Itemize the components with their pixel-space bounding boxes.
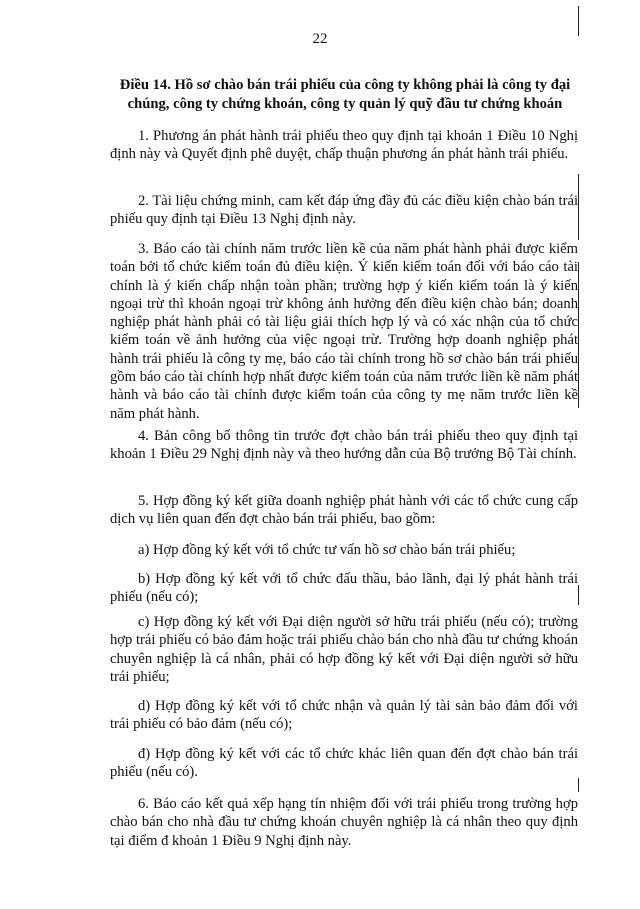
paragraph-6: 6. Báo cáo kết quả xếp hạng tín nhiệm đối với trái phiếu trong trường hợp chào bán cho nhà đầu tư chứng khoán chuyên nghiệp là cá nhân theo quy định tại điểm đ khoản 1 Điều 9 Nghị định này.: [110, 796, 578, 849]
scan-edge-line: [578, 585, 579, 605]
paragraph-3: 3. Báo cáo tài chính năm trước liền kề của năm phát hành phải được kiểm toán bởi tổ chức kiểm toán đủ điều kiện. Ý kiến kiểm toán đối với báo cáo tài chính là ý kiến chấp nhận toàn phần; trường hợp ý kiến kiểm toán là ý kiến ngoại trừ thì khoản ngoại trừ không ảnh hưởng đến điều kiện chào bán; doanh nghiệp phát hành phải có tài liệu giải thích hợp lý và có xác nhận của tổ chức kiểm toán về ảnh hưởng của việc ngoại trừ. Trường hợp doanh nghiệp phát hành trái phiếu là công ty mẹ, báo cáo tài chính trong hồ sơ chào bán trái phiếu gồm báo cáo tài chính hợp nhất được kiểm toán của năm trước liền kề năm phát hành và báo cáo tài chính được kiểm toán của công ty mẹ năm trước liền kề năm phát hành.: [110, 241, 578, 422]
paragraph-5dd: đ) Hợp đồng ký kết với các tổ chức khác liên quan đến đợt chào bán trái phiếu (nếu có).: [110, 746, 578, 781]
paragraph-5: 5. Hợp đồng ký kết giữa doanh nghiệp phát hành với các tổ chức cung cấp dịch vụ liên quan đến đợt chào bán trái phiếu, bao gồm:: [110, 493, 578, 528]
page-number: 22: [312, 31, 328, 47]
article-title: Điều 14. Hồ sơ chào bán trái phiếu của công ty không phải là công ty đại chúng, công ty chứng khoán, công ty quản lý quỹ đầu tư chứng khoán: [119, 77, 571, 112]
paragraph-5a: a) Hợp đồng ký kết với tổ chức tư vấn hồ sơ chào bán trái phiếu;: [138, 542, 516, 558]
scan-edge-line: [578, 778, 579, 792]
scan-edge-line: [578, 262, 579, 408]
paragraph-2: 2. Tài liệu chứng minh, cam kết đáp ứng đầy đủ các điều kiện chào bán trái phiếu quy định tại Điều 13 Nghị định này.: [110, 193, 578, 228]
paragraph-5b: b) Hợp đồng ký kết với tổ chức đấu thầu, bảo lãnh, đại lý phát hành trái phiếu (nếu có);: [110, 571, 578, 606]
scan-edge-line: [578, 174, 579, 240]
paragraph-4: 4. Bản công bố thông tin trước đợt chào bán trái phiếu theo quy định tại khoản 1 Điều 29 Nghị định này và theo hướng dẫn của Bộ trưởng Bộ Tài chính.: [110, 428, 578, 463]
paragraph-5d: d) Hợp đồng ký kết với tổ chức nhận và quản lý tài sản bảo đảm đối với trái phiếu có bảo đảm (nếu có);: [110, 698, 578, 733]
paragraph-1: 1. Phương án phát hành trái phiếu theo quy định tại khoản 1 Điều 10 Nghị định này và Quyết định phê duyệt, chấp thuận phương án phát hành trái phiếu.: [110, 128, 578, 163]
paragraph-5c: c) Hợp đồng ký kết với Đại diện người sở hữu trái phiếu (nếu có); trường hợp trái phiếu có bảo đảm hoặc trái phiếu chào bán cho nhà đầu tư chứng khoán chuyên nghiệp là cá nhân, phải có hợp đồng ký kết với Đại diện người sở hữu trái phiếu;: [110, 614, 578, 685]
